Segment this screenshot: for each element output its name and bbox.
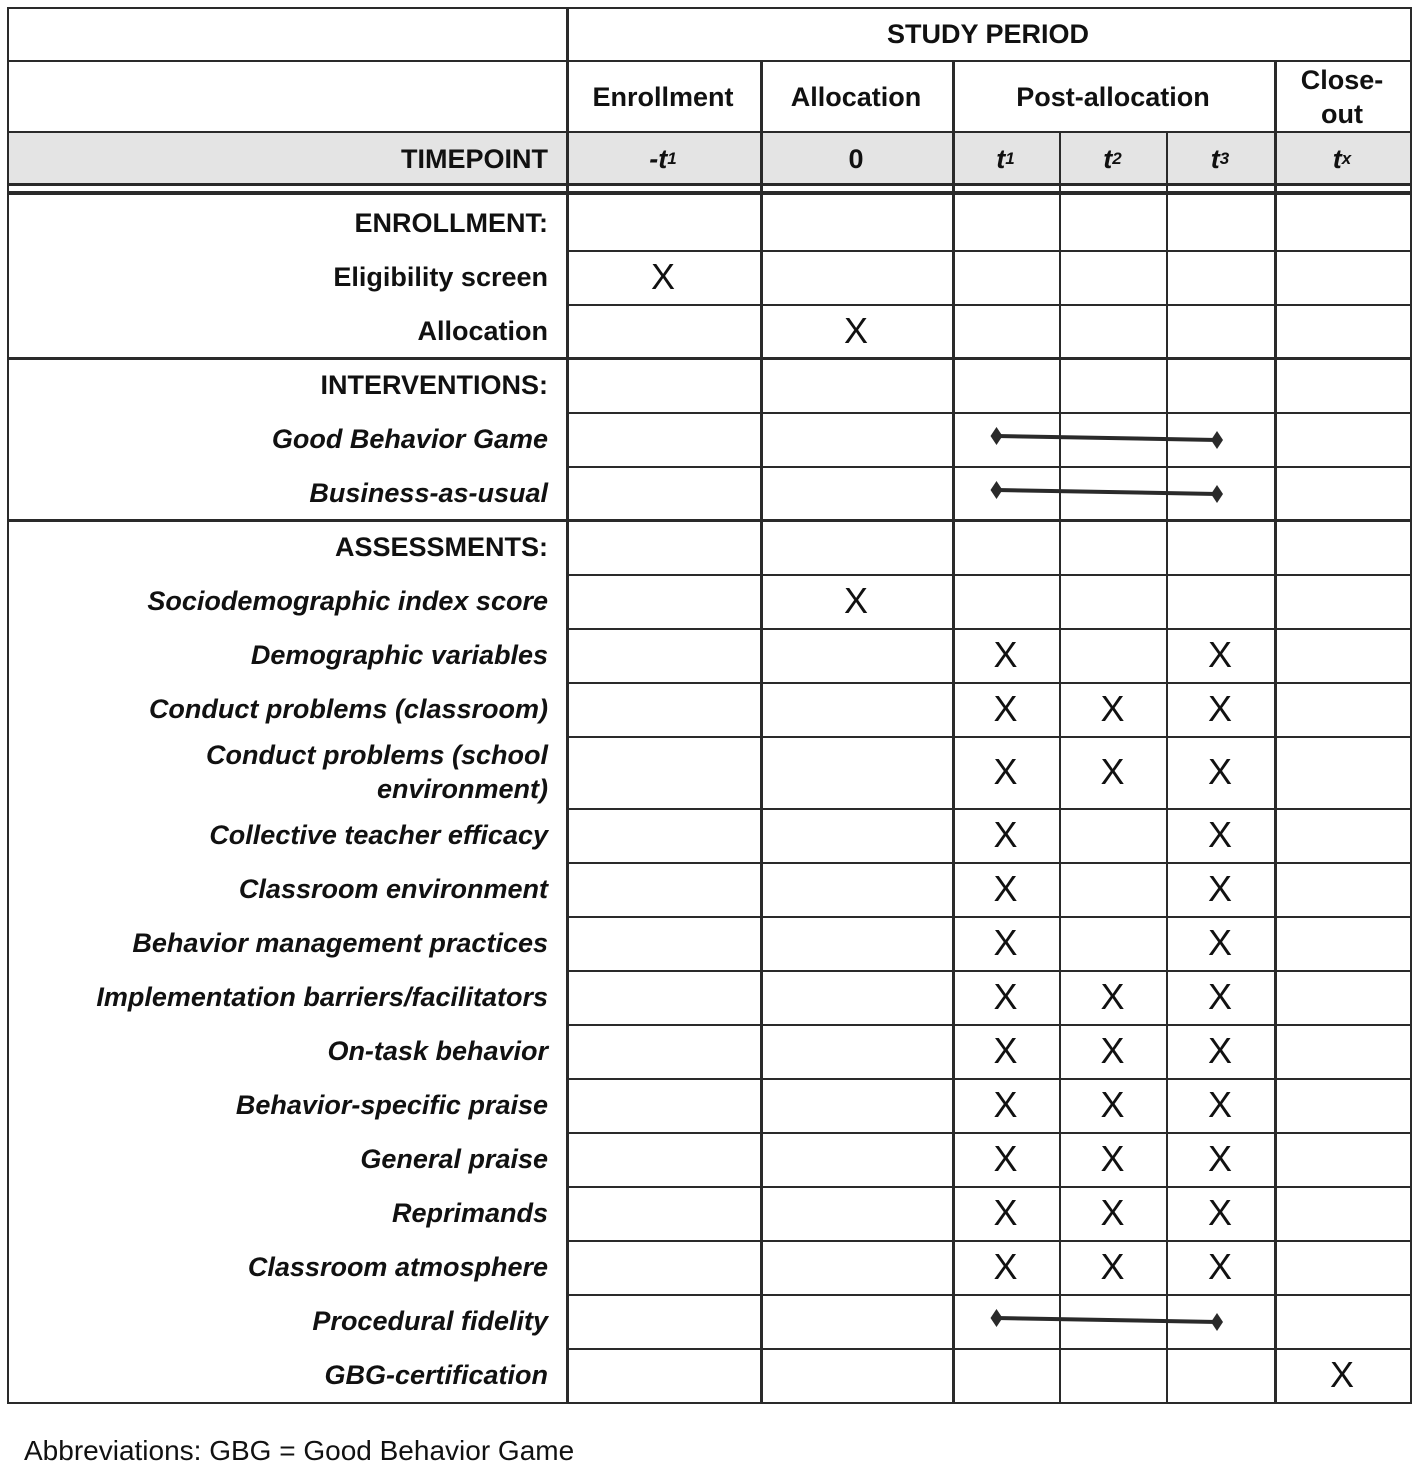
timepoint-3: t 2 [1103, 143, 1122, 174]
period-header-close-out: Close- out [1300, 64, 1384, 129]
row-label: INTERVENTIONS: [320, 370, 548, 400]
row-label: On-task behavior [327, 1036, 548, 1066]
schedule-mark: X [993, 814, 1018, 855]
row-label: Reprimands [391, 1198, 548, 1228]
schedule-mark: X [993, 751, 1018, 792]
schedule-mark: X [993, 922, 1018, 963]
schedule-mark: X [1207, 976, 1232, 1017]
abbreviations-footnote: Abbreviations: GBG = Good Behavior Game [24, 1435, 575, 1466]
schedule-mark: X [1329, 1354, 1354, 1395]
schedule-mark: X [1100, 751, 1125, 792]
row-label: Sociodemographic index score [147, 586, 548, 616]
schedule-mark: X [993, 1138, 1018, 1179]
timepoint-2: t 1 [996, 143, 1015, 174]
schedule-mark: X [1207, 634, 1232, 675]
row-label: ASSESSMENTS: [334, 532, 548, 562]
schedule-mark: X [1207, 1030, 1232, 1071]
schedule-mark: X [1100, 1030, 1125, 1071]
schedule-mark: X [1207, 814, 1232, 855]
row-label: Business-as-usual [309, 478, 548, 508]
schedule-mark: X [1100, 976, 1125, 1017]
duration-bar [991, 481, 1224, 503]
schedule-mark: X [993, 688, 1018, 729]
diamond-endpoint-icon [991, 1309, 1003, 1327]
schedule-mark: X [1100, 1192, 1125, 1233]
schedule-mark: X [993, 976, 1018, 1017]
table-border-bottom [7, 1402, 1412, 1404]
schedule-mark: X [843, 580, 868, 621]
duration-bar [991, 1309, 1224, 1331]
schedule-mark: X [993, 868, 1018, 909]
schedule-mark: X [650, 256, 675, 297]
row-label: Behavior management practices [132, 928, 548, 958]
schedule-mark: X [993, 1084, 1018, 1125]
schedule-mark: X [1207, 751, 1232, 792]
row-label: Collective teacher efficacy [209, 820, 548, 850]
period-header-allocation: Allocation [790, 81, 922, 112]
row-label: Conduct problems (school environment) [205, 740, 548, 804]
schedule-mark: X [993, 1246, 1018, 1287]
duration-bar [991, 427, 1224, 449]
row-label: Eligibility screen [333, 262, 548, 292]
schedule-mark: X [1207, 1246, 1232, 1287]
schedule-mark: X [1207, 1192, 1232, 1233]
schedule-mark: X [1207, 1138, 1232, 1179]
study-period-header: STUDY PERIOD [886, 19, 1090, 49]
schedule-mark: X [1100, 1138, 1125, 1179]
row-label: Classroom atmosphere [247, 1252, 548, 1282]
schedule-mark: X [1100, 1084, 1125, 1125]
schedule-mark: X [1207, 688, 1232, 729]
row-label: Good Behavior Game [271, 424, 548, 454]
schedule-mark: X [1207, 922, 1232, 963]
timepoint-4: t 3 [1210, 143, 1230, 174]
schedule-mark: X [843, 310, 868, 351]
schedule-mark: X [1100, 688, 1125, 729]
row-label: Implementation barriers/facilitators [96, 982, 548, 1012]
diamond-endpoint-icon [991, 481, 1003, 499]
row-label: Classroom environment [238, 874, 548, 904]
period-header-post-allocation: Post-allocation [1016, 81, 1210, 112]
timepoint-1: 0 [848, 143, 864, 174]
timepoint-5: t x [1332, 143, 1352, 174]
diamond-endpoint-icon [1211, 431, 1223, 449]
schedule-mark: X [993, 1192, 1018, 1233]
row-label: Allocation [417, 316, 548, 346]
row-label: Behavior-specific praise [235, 1090, 548, 1120]
diamond-endpoint-icon [1211, 1313, 1223, 1331]
period-header-enrollment: Enrollment [592, 81, 734, 112]
schedule-mark: X [993, 1030, 1018, 1071]
row-label: ENROLLMENT: [354, 208, 548, 238]
row-label: General praise [360, 1144, 548, 1174]
row-label: GBG-certification [324, 1360, 548, 1390]
schedule-mark: X [993, 634, 1018, 675]
diamond-endpoint-icon [1211, 485, 1223, 503]
timepoint-label: TIMEPOINT [401, 144, 548, 174]
timepoint-0: -t 1 [649, 143, 677, 174]
diamond-endpoint-icon [991, 427, 1003, 445]
row-label: Conduct problems (classroom) [148, 694, 548, 724]
schedule-mark: X [1207, 868, 1232, 909]
row-label: Demographic variables [250, 640, 548, 670]
schedule-mark: X [1207, 1084, 1232, 1125]
schedule-mark: X [1100, 1246, 1125, 1287]
row-label: Procedural fidelity [312, 1306, 548, 1336]
